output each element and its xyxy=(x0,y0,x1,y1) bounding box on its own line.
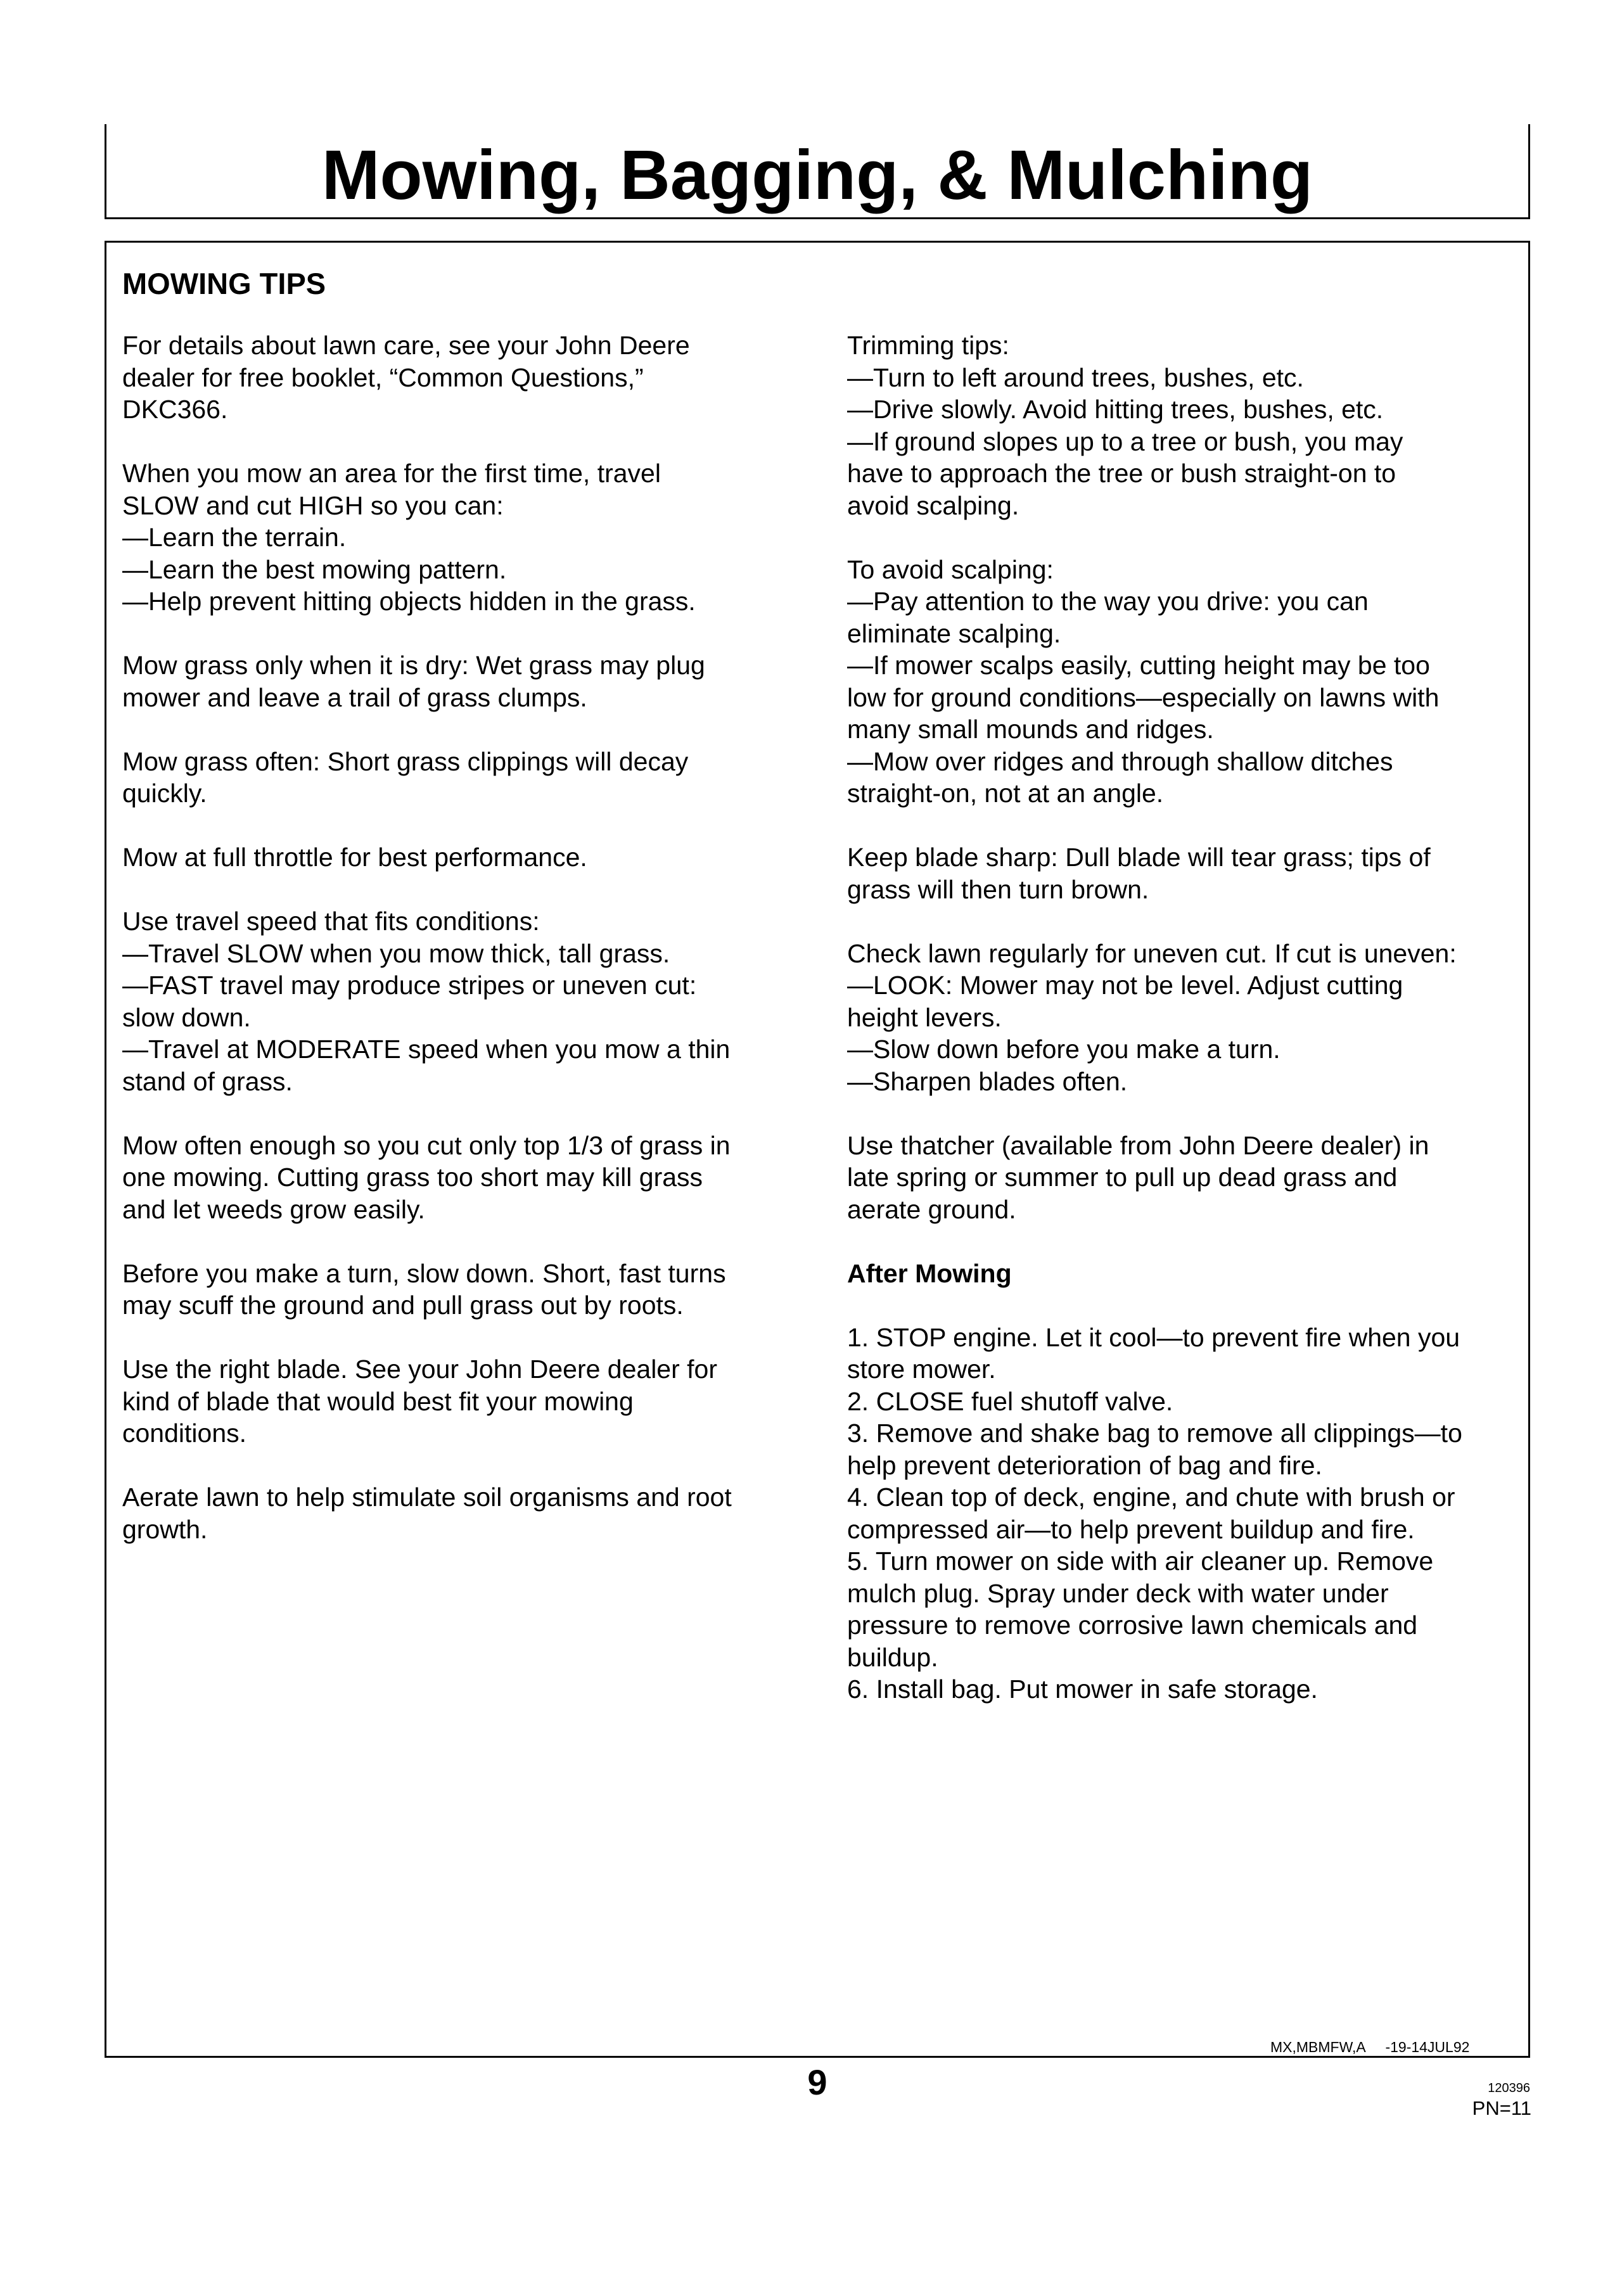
text-line: —Travel SLOW when you mow thick, tall grass. xyxy=(122,938,670,968)
text-line: Use the right blade. See your John Deere dealer for xyxy=(122,1355,717,1384)
step-line: 6. Install bag. Put mower in safe storage. xyxy=(847,1674,1318,1704)
text-line: have to approach the tree or bush straight-on to xyxy=(847,459,1396,488)
text-line: stand of grass. xyxy=(122,1066,293,1096)
paragraph xyxy=(122,841,791,874)
text-line: low for ground conditions—especially on lawns with xyxy=(847,682,1440,712)
page-title: Mowing, Bagging, & Mulching xyxy=(321,136,1313,214)
text-line: mower and leave a trail of grass clumps. xyxy=(122,682,587,712)
text-line: and let weeds grow easily. xyxy=(122,1194,425,1224)
paragraph xyxy=(122,746,791,810)
text-line: —Pay attention to the way you drive: you can xyxy=(847,587,1369,616)
text-line: late spring or summer to pull up dead grass and xyxy=(847,1163,1398,1192)
text-line: many small mounds and ridges. xyxy=(847,715,1214,744)
text-line: Mow at full throttle for best performance. xyxy=(122,843,587,872)
paragraph xyxy=(847,841,1519,905)
title-box xyxy=(105,124,1530,219)
text-line: straight-on, not at an angle. xyxy=(847,779,1164,808)
step-line: store mower. xyxy=(847,1355,996,1384)
text-line: Mow grass only when it is dry: Wet grass may plug xyxy=(122,651,705,680)
text-line: dealer for free booklet, “Common Questions,” xyxy=(122,362,644,392)
text-line: —Learn the terrain. xyxy=(122,523,347,552)
after-mowing-heading: After Mowing xyxy=(847,1258,1012,1288)
text-line: growth. xyxy=(122,1514,208,1544)
text-line: —Turn to left around trees, bushes, etc. xyxy=(847,362,1304,392)
text-line: may scuff the ground and pull grass out by roots. xyxy=(122,1291,684,1320)
paragraph xyxy=(122,457,791,618)
text-line: Use travel speed that fits conditions: xyxy=(122,907,540,936)
text-line: quickly. xyxy=(122,779,207,808)
right-column xyxy=(847,329,1519,1737)
paragraph xyxy=(847,329,1519,521)
text-line: When you mow an area for the first time, travel xyxy=(122,459,661,488)
page-number: 9 xyxy=(807,2062,827,2102)
left-column xyxy=(122,329,791,1578)
paragraph xyxy=(847,938,1519,1098)
text-line: height levers. xyxy=(847,1002,1002,1032)
footer-reference: MX,MBMFW,A -19-14JUL92 xyxy=(1270,2039,1470,2055)
text-line: —Mow over ridges and through shallow ditches xyxy=(847,746,1393,776)
text-line: —LOOK: Mower may not be level. Adjust cutting xyxy=(847,971,1403,1000)
text-line: —Drive slowly. Avoid hitting trees, bushes, etc. xyxy=(847,395,1384,424)
text-line: Use thatcher (available from John Deere dealer) in xyxy=(847,1130,1429,1160)
text-line: slow down. xyxy=(122,1002,251,1032)
text-line: Aerate lawn to help stimulate soil organisms and root xyxy=(122,1483,732,1512)
paragraph xyxy=(122,1353,791,1450)
text-line: —Sharpen blades often. xyxy=(847,1066,1128,1096)
text-line: Before you make a turn, slow down. Short, fast turns xyxy=(122,1258,726,1288)
text-line: Trimming tips: xyxy=(847,331,1009,360)
after-mowing-section xyxy=(847,1258,1519,1290)
paragraph xyxy=(847,1130,1519,1226)
text-line: —If ground slopes up to a tree or bush, you may xyxy=(847,426,1403,456)
text-line: grass will then turn brown. xyxy=(847,874,1149,904)
text-line: —Travel at MODERATE speed when you mow a thin xyxy=(122,1035,731,1064)
text-line: DKC366. xyxy=(122,395,228,424)
step-line: mulch plug. Spray under deck with water under xyxy=(847,1578,1389,1608)
step-line: 4. Clean top of deck, engine, and chute with brush or xyxy=(847,1483,1455,1512)
doc-code: 120396 xyxy=(1488,2081,1530,2095)
paragraph xyxy=(122,905,791,1097)
section-heading: MOWING TIPS xyxy=(122,267,326,300)
paragraph xyxy=(122,1481,791,1545)
step-line: pressure to remove corrosive lawn chemicals and xyxy=(847,1610,1418,1640)
text-line: —FAST travel may produce stripes or uneven cut: xyxy=(122,971,697,1000)
text-line: —Help prevent hitting objects hidden in the grass. xyxy=(122,587,696,616)
text-line: —Slow down before you make a turn. xyxy=(847,1035,1280,1064)
text-line: —Learn the best mowing pattern. xyxy=(122,554,507,584)
step-line: 3. Remove and shake bag to remove all clippings—to xyxy=(847,1419,1462,1448)
text-line: —If mower scalps easily, cutting height may be too xyxy=(847,651,1430,680)
step-line: compressed air—to help prevent buildup and fire. xyxy=(847,1514,1415,1544)
step-line: help prevent deterioration of bag and fire. xyxy=(847,1450,1322,1480)
text-line: avoid scalping. xyxy=(847,490,1019,520)
after-mowing-steps xyxy=(847,1322,1519,1706)
text-line: Check lawn regularly for uneven cut. If cut is uneven: xyxy=(847,938,1457,968)
pn-label: PN=11 xyxy=(1472,2097,1531,2119)
paragraph xyxy=(122,649,791,713)
paragraph xyxy=(122,1130,791,1226)
step-line: 2. CLOSE fuel shutoff valve. xyxy=(847,1386,1173,1416)
text-line: kind of blade that would best fit your mowing xyxy=(122,1386,634,1416)
text-line: aerate ground. xyxy=(847,1194,1016,1224)
text-line: SLOW and cut HIGH so you can: xyxy=(122,490,504,520)
text-line: eliminate scalping. xyxy=(847,618,1061,648)
text-line: Keep blade sharp: Dull blade will tear grass; tips of xyxy=(847,843,1431,872)
text-line: conditions. xyxy=(122,1419,247,1448)
text-line: For details about lawn care, see your John Deere xyxy=(122,331,690,360)
text-line: Mow often enough so you cut only top 1/3 of grass in xyxy=(122,1130,731,1160)
step-line: 5. Turn mower on side with air cleaner up. Remove xyxy=(847,1547,1434,1576)
text-line: one mowing. Cutting grass too short may kill grass xyxy=(122,1163,703,1192)
text-line: To avoid scalping: xyxy=(847,554,1054,584)
paragraph xyxy=(847,554,1519,810)
text-line: Mow grass often: Short grass clippings will decay xyxy=(122,746,689,776)
step-line: 1. STOP engine. Let it cool—to prevent fire when you xyxy=(847,1322,1460,1352)
paragraph xyxy=(122,1258,791,1322)
paragraph xyxy=(122,329,791,426)
step-line: buildup. xyxy=(847,1642,938,1672)
